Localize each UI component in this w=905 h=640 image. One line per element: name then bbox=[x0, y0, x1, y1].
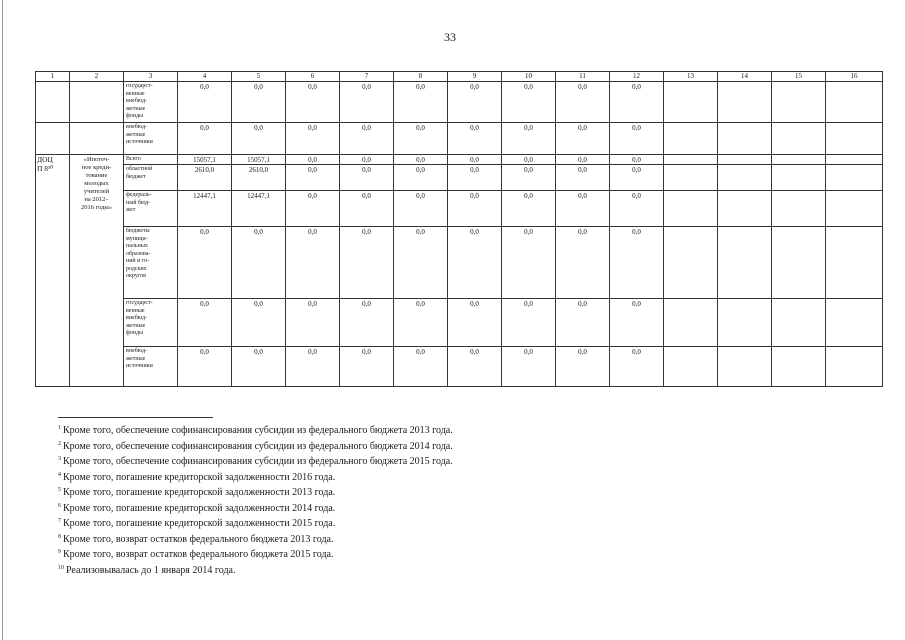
value-cell: 0,0 bbox=[394, 155, 448, 165]
value-cell: 2610,0 bbox=[232, 165, 286, 191]
footnote-text: Кроме того, обеспечение софинансирования субсидии из федерального бюджета 2015 года. bbox=[63, 456, 453, 467]
value-cell: 0,0 bbox=[556, 191, 610, 227]
code-cell bbox=[36, 82, 70, 123]
footnote-text: Реализовывалась до 1 января 2014 года. bbox=[66, 564, 236, 576]
footnote-mark: 4 bbox=[58, 471, 61, 478]
footnote-text: Кроме того, погашение кредиторской задолженности 2014 года. bbox=[63, 502, 336, 514]
footnote bbox=[58, 438, 578, 454]
value-cell: 0,0 bbox=[448, 191, 502, 227]
empty-cell bbox=[718, 227, 772, 299]
footnote bbox=[58, 484, 578, 500]
empty-cell bbox=[826, 191, 883, 227]
value-cell: 0,0 bbox=[556, 299, 610, 347]
column-header: 3 bbox=[124, 72, 178, 82]
value-cell: 0,0 bbox=[556, 347, 610, 387]
footnote bbox=[58, 515, 578, 531]
footnote-mark: 8 bbox=[58, 533, 61, 540]
empty-cell bbox=[826, 165, 883, 191]
table-row bbox=[36, 82, 883, 123]
column-header: 6 bbox=[286, 72, 340, 82]
value-cell: 0,0 bbox=[178, 299, 232, 347]
footnote-mark: 7 bbox=[58, 518, 61, 524]
column-header: 16 bbox=[826, 72, 883, 82]
value-cell: 0,0 bbox=[448, 227, 502, 299]
value-cell: 0,0 bbox=[556, 82, 610, 123]
value-cell: 0,0 bbox=[448, 299, 502, 347]
table-row bbox=[36, 165, 883, 191]
code-cell bbox=[36, 123, 70, 155]
empty-cell bbox=[664, 155, 718, 165]
value-cell: 0,0 bbox=[448, 82, 502, 123]
value-cell: 12447,1 bbox=[178, 191, 232, 227]
value-cell: 2610,0 bbox=[178, 165, 232, 191]
value-cell: 0,0 bbox=[502, 82, 556, 123]
value-cell: 0,0 bbox=[178, 123, 232, 155]
footnote bbox=[58, 531, 578, 547]
value-cell: 0,0 bbox=[232, 347, 286, 387]
table-row bbox=[36, 299, 883, 347]
value-cell: 0,0 bbox=[286, 347, 340, 387]
empty-cell bbox=[664, 299, 718, 347]
empty-cell bbox=[718, 191, 772, 227]
column-header: 11 bbox=[556, 72, 610, 82]
footnote-mark: 1 bbox=[58, 425, 61, 431]
value-cell: 0,0 bbox=[340, 227, 394, 299]
footnote bbox=[58, 500, 578, 516]
empty-cell bbox=[664, 82, 718, 123]
empty-cell bbox=[826, 82, 883, 123]
empty-cell bbox=[772, 299, 826, 347]
value-cell: 0,0 bbox=[502, 299, 556, 347]
footnote-mark: 2 bbox=[58, 440, 61, 447]
footnote-mark: 3 bbox=[58, 456, 61, 462]
empty-cell bbox=[772, 191, 826, 227]
column-header: 8 bbox=[394, 72, 448, 82]
empty-cell bbox=[772, 82, 826, 123]
value-cell: 0,0 bbox=[448, 123, 502, 155]
column-header: 13 bbox=[664, 72, 718, 82]
source-cell: государст- венные внебюд- жетные фонды bbox=[124, 299, 178, 347]
footnote-mark: 9 bbox=[58, 549, 61, 555]
value-cell: 0,0 bbox=[556, 123, 610, 155]
empty-cell bbox=[772, 227, 826, 299]
value-cell: 0,0 bbox=[340, 155, 394, 165]
footnote-text: Кроме того, погашение кредиторской задолженности 2013 года. bbox=[63, 487, 336, 498]
empty-cell bbox=[718, 347, 772, 387]
value-cell: 15057,1 bbox=[178, 155, 232, 165]
empty-cell bbox=[664, 165, 718, 191]
table-row bbox=[36, 191, 883, 227]
footnote bbox=[58, 469, 578, 485]
column-header: 2 bbox=[70, 72, 124, 82]
value-cell: 15057,1 bbox=[232, 155, 286, 165]
source-cell: областной бюджет bbox=[124, 165, 178, 191]
page-number: 33 bbox=[444, 30, 456, 44]
value-cell: 0,0 bbox=[610, 299, 664, 347]
source-cell: внебюд- жетные источники bbox=[124, 347, 178, 387]
source-cell: внебюд- жетные источники bbox=[124, 123, 178, 155]
value-cell: 0,0 bbox=[340, 299, 394, 347]
value-cell: 0,0 bbox=[556, 227, 610, 299]
value-cell: 0,0 bbox=[502, 347, 556, 387]
value-cell: 0,0 bbox=[178, 82, 232, 123]
empty-cell bbox=[718, 82, 772, 123]
empty-cell bbox=[826, 299, 883, 347]
column-header: 15 bbox=[772, 72, 826, 82]
footnote bbox=[58, 562, 578, 578]
empty-cell bbox=[718, 165, 772, 191]
value-cell: 0,0 bbox=[340, 123, 394, 155]
value-cell: 0,0 bbox=[610, 347, 664, 387]
name-cell bbox=[70, 123, 124, 155]
table-row bbox=[36, 227, 883, 299]
column-header: 4 bbox=[178, 72, 232, 82]
empty-cell bbox=[826, 227, 883, 299]
value-cell: 0,0 bbox=[394, 347, 448, 387]
program-name-cell: «Ипотеч- ное креди- тование молодых учителей на 2012– 2016 годы» bbox=[70, 155, 124, 387]
value-cell: 0,0 bbox=[610, 155, 664, 165]
value-cell: 0,0 bbox=[394, 191, 448, 227]
empty-cell bbox=[664, 191, 718, 227]
empty-cell bbox=[826, 347, 883, 387]
column-header: 7 bbox=[340, 72, 394, 82]
empty-cell bbox=[718, 123, 772, 155]
footnote bbox=[58, 546, 578, 562]
program-code-cell: ДОЦ П 8¹⁰ bbox=[36, 155, 70, 387]
name-cell bbox=[70, 82, 124, 123]
value-cell: 0,0 bbox=[232, 227, 286, 299]
budget-table-body bbox=[36, 72, 883, 387]
empty-cell bbox=[826, 155, 883, 165]
value-cell: 0,0 bbox=[502, 123, 556, 155]
column-header: 1 bbox=[36, 72, 70, 82]
value-cell: 0,0 bbox=[286, 155, 340, 165]
value-cell: 12447,1 bbox=[232, 191, 286, 227]
footnote-text: Кроме того, погашение кредиторской задолженности 2015 года. bbox=[63, 518, 336, 529]
footnote bbox=[58, 453, 578, 469]
column-header: 12 bbox=[610, 72, 664, 82]
source-cell: Всего bbox=[124, 155, 178, 165]
footnotes bbox=[58, 417, 578, 577]
value-cell: 0,0 bbox=[340, 347, 394, 387]
footnote-separator bbox=[58, 417, 213, 418]
footnote-mark: 5 bbox=[58, 487, 61, 493]
empty-cell bbox=[718, 299, 772, 347]
column-header: 14 bbox=[718, 72, 772, 82]
value-cell: 0,0 bbox=[286, 191, 340, 227]
value-cell: 0,0 bbox=[286, 299, 340, 347]
value-cell: 0,0 bbox=[610, 165, 664, 191]
footnote-mark: 10 bbox=[58, 564, 64, 571]
value-cell: 0,0 bbox=[394, 82, 448, 123]
value-cell: 0,0 bbox=[394, 123, 448, 155]
value-cell: 0,0 bbox=[502, 165, 556, 191]
source-cell: государст- венные внебюд- жетные фонды bbox=[124, 82, 178, 123]
value-cell: 0,0 bbox=[232, 299, 286, 347]
value-cell: 0,0 bbox=[610, 123, 664, 155]
value-cell: 0,0 bbox=[610, 82, 664, 123]
value-cell: 0,0 bbox=[178, 227, 232, 299]
empty-cell bbox=[718, 155, 772, 165]
value-cell: 0,0 bbox=[610, 191, 664, 227]
footnote-text: Кроме того, обеспечение софинансирования субсидии из федерального бюджета 2013 года. bbox=[63, 425, 453, 436]
value-cell: 0,0 bbox=[232, 123, 286, 155]
column-header: 10 bbox=[502, 72, 556, 82]
footnote-text: Кроме того, возврат остатков федерального бюджета 2013 года. bbox=[63, 533, 334, 545]
value-cell: 0,0 bbox=[340, 165, 394, 191]
empty-cell bbox=[772, 155, 826, 165]
footnote-text: Кроме того, погашение кредиторской задолженности 2016 года. bbox=[63, 471, 336, 483]
table-row bbox=[36, 155, 883, 165]
empty-cell bbox=[664, 123, 718, 155]
header-row bbox=[36, 72, 883, 82]
value-cell: 0,0 bbox=[286, 123, 340, 155]
value-cell: 0,0 bbox=[178, 347, 232, 387]
budget-table bbox=[35, 71, 883, 387]
empty-cell bbox=[772, 123, 826, 155]
table-row bbox=[36, 347, 883, 387]
value-cell: 0,0 bbox=[232, 82, 286, 123]
footnote-text: Кроме того, обеспечение софинансирования субсидии из федерального бюджета 2014 года. bbox=[63, 440, 453, 452]
value-cell: 0,0 bbox=[448, 165, 502, 191]
column-header: 9 bbox=[448, 72, 502, 82]
value-cell: 0,0 bbox=[502, 191, 556, 227]
empty-cell bbox=[664, 347, 718, 387]
page-left-edge bbox=[2, 0, 3, 640]
empty-cell bbox=[772, 347, 826, 387]
footnote-list bbox=[58, 422, 578, 577]
source-cell: бюджеты муници- пальных образова- ний и го- родских округов bbox=[124, 227, 178, 299]
value-cell: 0,0 bbox=[340, 82, 394, 123]
footnote-mark: 6 bbox=[58, 502, 61, 509]
value-cell: 0,0 bbox=[340, 191, 394, 227]
value-cell: 0,0 bbox=[502, 155, 556, 165]
value-cell: 0,0 bbox=[286, 227, 340, 299]
value-cell: 0,0 bbox=[556, 165, 610, 191]
value-cell: 0,0 bbox=[394, 227, 448, 299]
source-cell: федераль- ный бюд- жет bbox=[124, 191, 178, 227]
value-cell: 0,0 bbox=[394, 299, 448, 347]
table-row bbox=[36, 123, 883, 155]
value-cell: 0,0 bbox=[502, 227, 556, 299]
value-cell: 0,0 bbox=[286, 82, 340, 123]
value-cell: 0,0 bbox=[286, 165, 340, 191]
value-cell: 0,0 bbox=[556, 155, 610, 165]
column-header: 5 bbox=[232, 72, 286, 82]
empty-cell bbox=[664, 227, 718, 299]
empty-cell bbox=[772, 165, 826, 191]
value-cell: 0,0 bbox=[448, 155, 502, 165]
footnote-text: Кроме того, возврат остатков федерального бюджета 2015 года. bbox=[63, 549, 334, 560]
empty-cell bbox=[826, 123, 883, 155]
footnote bbox=[58, 422, 578, 438]
value-cell: 0,0 bbox=[610, 227, 664, 299]
value-cell: 0,0 bbox=[394, 165, 448, 191]
value-cell: 0,0 bbox=[448, 347, 502, 387]
